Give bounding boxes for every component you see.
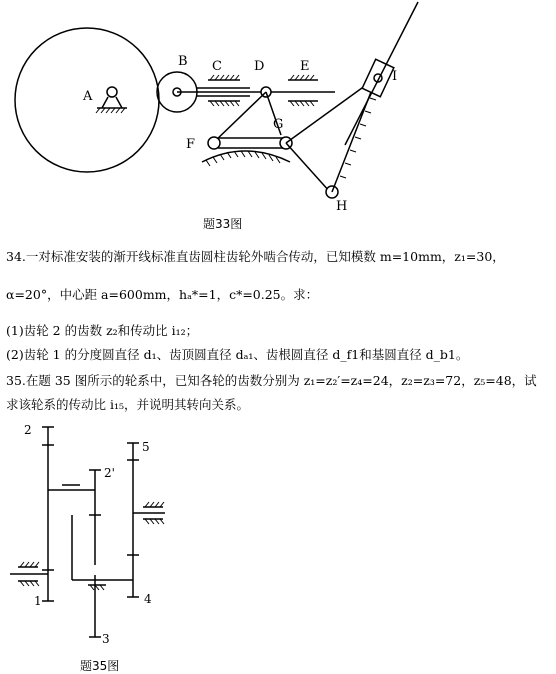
q35-line2: 求该轮系的传动比 i₁₅，并说明其转向关系。	[6, 397, 249, 412]
label-f: F	[186, 137, 196, 152]
label-i: I	[392, 69, 398, 84]
label-b: B	[178, 54, 188, 69]
label-h: H	[336, 199, 348, 214]
figure-33-mechanism	[0, 0, 556, 240]
label-c: C	[212, 59, 222, 74]
joint-f	[208, 137, 220, 149]
label-g: G	[273, 117, 284, 132]
label-gear-5: 5	[142, 440, 150, 454]
label-e: E	[300, 59, 310, 74]
q35-line1: 35.在题 35 图所示的轮系中，已知各轮的齿数分别为 z₁=z₂′=z₄=24，z₂=z₃=72，z₅=48，试	[6, 373, 537, 388]
label-gear-1: 1	[34, 594, 42, 608]
q34-part2: (2)齿轮 1 的分度圆直径 d₁、齿顶圆直径 dₐ₁、齿根圆直径 d_f1和基圆直径 d_b1。	[6, 347, 469, 362]
q34-line2: α=20°，中心距 a=600mm，hₐ*=1，c*=0.25。求：	[6, 287, 319, 302]
q34-part1: (1)齿轮 2 的齿数 z₂和传动比 i₁₂；	[6, 323, 199, 338]
label-d: D	[254, 59, 265, 74]
pivot-a	[107, 87, 117, 97]
figure-35-caption: 题35图	[80, 659, 120, 673]
label-a: A	[83, 89, 93, 104]
label-gear-4: 4	[144, 592, 152, 606]
label-gear-2prime: 2'	[104, 466, 115, 480]
q34-line1: 34.一对标准安装的渐开线标准直齿圆柱齿轮外啮合传动，已知模数 m=10mm，z₁=30，	[6, 249, 505, 264]
label-gear-2: 2	[24, 423, 32, 437]
label-gear-3: 3	[102, 632, 110, 646]
figure-33-caption: 题33图	[203, 217, 243, 231]
figure-35-gear-train	[0, 415, 200, 674]
